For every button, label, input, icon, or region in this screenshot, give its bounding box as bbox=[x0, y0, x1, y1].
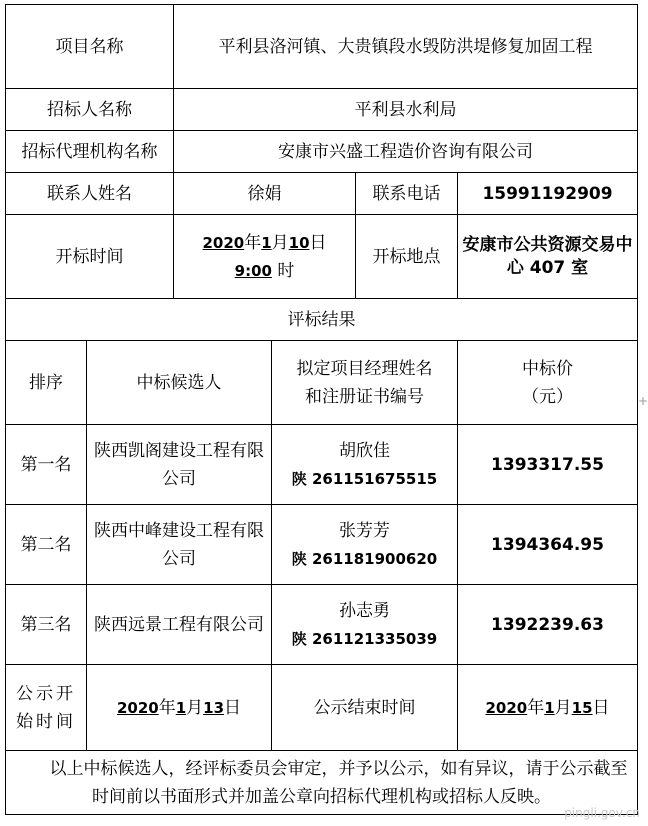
rank-cell: 第一名 bbox=[6, 425, 87, 505]
row-notice bbox=[6, 751, 638, 815]
price-cell: 1392239.63 bbox=[458, 585, 638, 665]
opening-datetime bbox=[174, 215, 356, 299]
tender-result-table bbox=[5, 4, 638, 815]
manager-cell: 胡欣佳 陕 261151675515 bbox=[272, 425, 458, 505]
price-cell: 1394364.95 bbox=[458, 505, 638, 585]
edge-marker: + bbox=[637, 394, 648, 408]
rank-cell: 第三名 bbox=[6, 585, 87, 665]
opening-label: 开标时间 bbox=[6, 215, 174, 299]
publicity-start-date: 2020年1月13日 bbox=[87, 665, 272, 751]
agency-label: 招标代理机构名称 bbox=[6, 131, 174, 173]
project-value: 平利县洛河镇、大贵镇段水毁防洪堤修复加固工程 bbox=[174, 5, 638, 89]
table-row bbox=[6, 425, 638, 505]
publicity-end-label: 公示结束时间 bbox=[272, 665, 458, 751]
header-candidate: 中标候选人 bbox=[87, 341, 272, 425]
row-contact bbox=[6, 173, 638, 215]
row-project bbox=[6, 5, 638, 89]
header-rank: 排序 bbox=[6, 341, 87, 425]
results-heading: 评标结果 bbox=[6, 299, 638, 341]
opening-time: 9:00 时 bbox=[234, 260, 295, 281]
contact-name: 徐娟 bbox=[174, 173, 356, 215]
phone-value: 15991192909 bbox=[458, 173, 638, 215]
tenderer-value: 平利县水利局 bbox=[174, 89, 638, 131]
row-tenderer bbox=[6, 89, 638, 131]
manager-cell: 张芳芳 陕 261181900620 bbox=[272, 505, 458, 585]
notice-text: 以上中标候选人，经评标委员会审定，并予以公示，如有异议，请于公示截至时间前以书面形式并加盖公章向招标代理机构或招标人反映。 bbox=[49, 758, 628, 807]
header-manager: 拟定项目经理姓名 和注册证书编号 bbox=[272, 341, 458, 425]
place-value: 安康市公共资源交易中心 407 室 bbox=[458, 215, 638, 299]
row-results-heading bbox=[6, 299, 638, 341]
contact-label: 联系人姓名 bbox=[6, 173, 174, 215]
project-label: 项目名称 bbox=[6, 5, 174, 89]
publicity-end-date: 2020年1月15日 bbox=[458, 665, 638, 751]
row-publicity bbox=[6, 665, 638, 751]
manager-cell: 孙志勇 陕 261121335039 bbox=[272, 585, 458, 665]
price-cell: 1393317.55 bbox=[458, 425, 638, 505]
place-label: 开标地点 bbox=[356, 215, 458, 299]
table-row bbox=[6, 585, 638, 665]
publicity-start-label: 公示开始时间 bbox=[6, 665, 87, 751]
notice-cell bbox=[6, 751, 638, 815]
company-cell: 陕西中峰建设工程有限公司 bbox=[87, 505, 272, 585]
row-opening bbox=[6, 215, 638, 299]
header-price: 中标价 （元） bbox=[458, 341, 638, 425]
table-row bbox=[6, 505, 638, 585]
row-agency bbox=[6, 131, 638, 173]
company-cell: 陕西凯阁建设工程有限公司 bbox=[87, 425, 272, 505]
tenderer-label: 招标人名称 bbox=[6, 89, 174, 131]
phone-label: 联系电话 bbox=[356, 173, 458, 215]
site-watermark: pingli.gov.cn bbox=[564, 806, 640, 820]
agency-value: 安康市兴盛工程造价咨询有限公司 bbox=[174, 131, 638, 173]
company-cell: 陕西远景工程有限公司 bbox=[87, 585, 272, 665]
rank-cell: 第二名 bbox=[6, 505, 87, 585]
opening-date: 2020年1月10日 bbox=[202, 232, 327, 253]
row-results-header bbox=[6, 341, 638, 425]
